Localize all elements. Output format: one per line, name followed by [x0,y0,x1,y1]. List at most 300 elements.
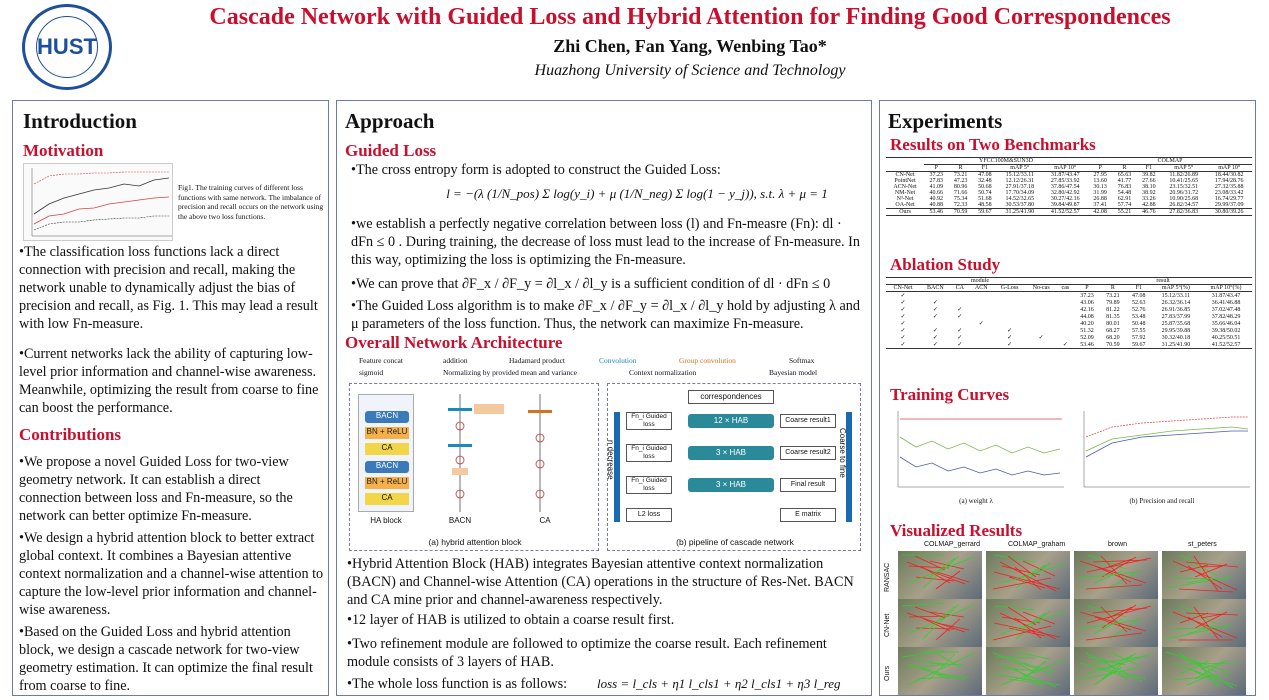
poster-affiliation: Huazhong University of Science and Technology [534,62,846,79]
bench-cell: 46.76 [1142,209,1156,215]
abl-cell: ✓ [1062,342,1068,348]
abl-col-header: mAP 10°(%) [1210,285,1242,291]
guided-bullet-3: •We can prove that ∂F_x / ∂F_y = ∂l_x / ∂l_y is a sufficient condition of dl · dFn ≤ 0 [351,276,831,292]
bench-col-header: F1 [981,165,989,171]
bench-cell: 50.74 [978,190,992,196]
bench-cell: 71.66 [953,190,968,196]
abl-cell [969,306,994,313]
bench-cell: 27.95 [1093,172,1107,178]
contributions-heading: Contributions [19,425,122,444]
abl-cell: 51.32 [1080,327,1094,334]
abl-cell: ✓ [900,300,906,306]
bench-cell: 32.48 [978,178,992,184]
abl-cell: 80.01 [1106,320,1120,327]
bench-cell: 40.92 [929,196,943,202]
abl-cell: 53.48 [1132,313,1146,320]
vis-image-1-1 [986,599,1070,647]
abl-cell: ✓ [900,314,906,320]
visualized-results-heading: Visualized Results [890,521,1023,540]
contribution-1: •We propose a novel Guided Loss for two-view geometry network. It can establish a direct connection between loss and Fn-measure, so the network can better optimize Fn-measure. [19,454,293,524]
bench-cell: 18.44/30.82 [1214,172,1244,178]
bench-col-header: mAP 5° [1174,165,1194,171]
bench-col-header: P [1098,165,1102,171]
bench-cell: 27.32/35.88 [1214,184,1244,190]
bench-cell: 37.23 [929,172,943,178]
abl-cell: 29.95/39.88 [1161,327,1191,334]
abl-col-header: R [1110,285,1115,291]
bacn-block [430,394,510,512]
abl-cell [969,299,994,306]
abl-cell: 52.76 [1132,306,1146,313]
guided-loss-formula: l = −(λ (1/N_pos) Σ log(y_i) + μ (1/N_neg) Σ log(1 − y_j)), s.t. λ + μ = 1 [446,186,828,201]
abl-cell [1057,292,1074,300]
abl-cell: ✓ [957,335,963,341]
bench-cell: 17.94/28.76 [1214,178,1244,184]
intro-bullet-2: •Current networks lack the ability of capturing low-level prior information and channel-wise awareness. Meanwhile, optimizing the result from coarse to fine can boost the performance. [19,346,319,416]
vis-image-2-1 [986,647,1070,695]
bench-cell: 65.63 [1117,172,1132,178]
legend-bayesian: Bayesian model [769,368,818,377]
visualized-results-grid [884,551,1254,695]
bench-cell: 33.26 [1142,196,1156,202]
abl-cell: 68.20 [1106,334,1120,341]
bench-cell: 12.12/26.31 [1005,178,1035,184]
bench-cell: 72.33 [953,202,968,208]
vis-row-label: CN-Net [884,613,891,637]
bench-cell: 27.66 [1142,178,1156,184]
bench-cell: 80.96 [953,184,968,190]
vis-col-graham: COLMAP_graham [1008,541,1066,548]
bench-cell: 30.80/39.26 [1214,209,1244,215]
abl-cell: ✓ [900,293,906,299]
pipeline-3-hab-2: 3 × HAB [688,478,774,492]
abl-cell: 52.63 [1132,299,1146,306]
bench-col-header: R [958,165,963,171]
abl-cell: ✓ [978,321,984,327]
vis-image-0-0 [898,551,982,599]
abl-cell: ✓ [932,335,938,341]
total-loss-formula: loss = l_cls + η1 l_cls1 + η2 l_cls1 + η3 l_reg [597,676,841,691]
bench-col-header: R [1122,165,1127,171]
abl-cell [1057,320,1074,327]
bench-cell: 40.88 [929,202,943,208]
bench-cell: 48.58 [978,202,992,208]
ha-block-ca-2: CA [365,493,409,505]
approach-column [336,100,872,696]
abl-cell [1057,313,1074,320]
bench-group: YFCC100M&SUN3D [924,158,1088,165]
abl-col-header: mAP 5°(%) [1161,285,1190,291]
abl-cell: 31.87/43.47 [1211,292,1241,299]
vis-image-2-3 [1162,647,1246,695]
abl-cell [969,327,994,334]
abl-cell: 57.92 [1132,334,1146,341]
bench-cell: 40.66 [929,190,943,196]
bench-cell: OA-Net [895,202,915,208]
abl-cell [1026,320,1057,327]
approach-heading: Approach [345,109,435,133]
fig1-caption: Fig1. The training curves of different loss functions with same network. The imbalance of precision and recall occurs on the network using the above two loss functions. [178,183,324,221]
bench-cell: 47.23 [953,178,968,184]
bench-cell: 30.27/42.16 [1050,196,1080,202]
abl-cell: 39.38/50.02 [1211,327,1241,334]
abl-cell: 15.12/33.11 [1161,292,1191,299]
bench-cell: 16.74/29.77 [1214,196,1244,202]
abl-cell [994,320,1026,327]
vis-col-st-peters: st_peters [1188,541,1217,548]
abl-cell: 26.32/36.14 [1161,299,1191,306]
bench-col-header: mAP 5° [1010,165,1030,171]
abl-cell [1026,341,1057,349]
vis-image-0-1 [986,551,1070,599]
ablation-table-wrap [886,277,1252,349]
abl-cell: ✓ [957,314,963,320]
bench-cell: 27.82/36.83 [1169,209,1199,215]
bench-cell: 59.67 [978,209,992,215]
abl-cell: ✓ [932,314,938,320]
abl-col-header: P [1085,285,1089,291]
bench-cell: 54.48 [1117,190,1132,196]
bench-cell: 14.52/32.65 [1005,196,1035,202]
abl-cell: ✓ [957,342,963,348]
bench-cell: 41.77 [1117,178,1132,184]
training-curves-heading: Training Curves [890,385,1010,404]
abl-cell: 36.41/46.88 [1211,299,1241,306]
pipeline-final: Final result [780,478,836,492]
abl-row [886,299,1252,306]
abl-cell: 47.08 [1132,292,1146,299]
abl-cell: ✓ [932,328,938,334]
bench-col-header: mAP 10° [1218,165,1241,171]
bench-cell: 41.52/52.57 [1050,209,1080,215]
vis-image-0-2 [1074,551,1158,599]
hab-bullet-3: •Two refinement module are followed to optimize the coarse result. Each refinement module consists of 3 layers of HAB. [347,636,827,670]
bench-cell: NM-Net [894,190,916,196]
bench-cell: 31.25/41.90 [1005,209,1035,215]
abl-cell: 70.59 [1106,341,1120,348]
ablation-table [886,277,1252,349]
abl-cell: ✓ [900,328,906,334]
abl-cell [1026,327,1057,334]
bench-cell: 50.68 [978,184,992,190]
abl-cell: 52.09 [1080,334,1094,341]
abl-cell: ✓ [932,307,938,313]
bench-cell: 39.84/49.87 [1050,202,1080,208]
introduction-column [12,100,329,696]
bench-cell: 31.99 [1093,190,1107,196]
ha-block-bnrelu-1: BN + ReLU [365,427,409,439]
guided-loss-heading: Guided Loss [345,141,437,160]
abl-cell: ✓ [900,307,906,313]
coarse-fine-label: Coarse to fine [838,428,847,478]
bench-cell: 51.68 [978,196,992,202]
bench-cell: 13.60 [1093,178,1107,184]
ha-block-ca-1: CA [365,443,409,455]
pipeline-coarse-1: Coarse result1 [780,414,836,428]
bench-cell: 27.83 [929,178,943,184]
hab-bullet-2: •12 layer of HAB is utilized to obtain a coarse result first. [347,612,675,628]
legend-normalizing: Normalizing by provided mean and variance [443,368,577,377]
bench-cell: PointNet [894,178,916,184]
legend-convolution: Convolution [599,356,637,365]
pipeline-l2-loss: L2 loss [626,508,672,522]
abl-cell: 41.52/52.57 [1211,341,1241,348]
vis-image-0-3 [1162,551,1246,599]
vis-row-label: Ours [884,665,891,681]
training-plot-a [886,407,1066,507]
abl-cell [920,292,951,300]
vis-image-2-2 [1074,647,1158,695]
abl-cell [951,292,969,300]
bench-cell: 10.90/25.68 [1169,196,1199,202]
bench-cell: 62.91 [1117,196,1132,202]
ha-block-bacn-1: BACN [365,411,409,423]
abl-cell [951,299,969,306]
abl-cell: 35.66/46.04 [1211,320,1241,327]
legend-addition: addition [443,356,468,365]
intro-bullet-1: •The classification loss functions lack a direct connection with precision and recall, making the network unable to dynamically adjust the bias of precision and recall, as Fig. 1. This may lead a result with low Fn-measure. [19,244,318,332]
hab-bullet-1: •Hybrid Attention Block (HAB) integrates Bayesian attentive context normalization (BACN) and Channel-wise Attention (CA) operations in the structure of Res-Net. BACN and CA mine prior and channel-awareness respectively. [347,556,854,608]
training-caption-a: (a) weight λ [959,497,993,505]
vis-image-1-2 [1074,599,1158,647]
abl-cell: ✓ [900,335,906,341]
abl-group: module [886,278,1074,285]
pipeline-caption: (b) pipeline of cascade network [676,537,794,547]
bench-cell: 27.85/33.92 [1050,178,1080,184]
abl-cell: 73.21 [1106,292,1120,299]
bench-group: COLMAP [1088,158,1252,165]
abl-col-header: CN-Net [893,285,913,291]
abl-cell [1057,334,1074,341]
abl-cell: ✓ [957,307,963,313]
poster-title: Cascade Network with Guided Loss and Hybrid Attention for Finding Good Correspondences [209,4,1171,30]
bench-cell: 11.82/26.89 [1169,172,1198,178]
legend-context-norm: Context normalization [629,368,697,377]
abl-cell: 81.22 [1106,306,1120,313]
vis-row-label: RANSAC [884,562,891,592]
abl-cell [920,320,951,327]
pipeline-3-hab-1: 3 × HAB [688,446,774,460]
abl-cell: 27.83/37.99 [1161,313,1191,320]
abl-cell: ✓ [1007,342,1013,348]
experiments-heading: Experiments [888,109,1003,133]
bench-cell: 15.12/33.11 [1005,172,1035,178]
bench-cell: 37.86/47.54 [1050,184,1080,190]
guided-bullet-2: •we establish a perfectly negative correlation between loss (l) and Fn-measre (Fn): dl · dFn ≤ 0 . During training, the decrease of loss must lead to the increase of Fn-measure. In this way, optimizing the loss is optimizing the Fn-measure. [351,216,860,268]
benchmark-table [886,157,1252,216]
abl-col-header: BACN [927,285,944,291]
hab-bullet-4: •The whole loss function is as follows: [347,676,568,692]
n-decrease-label: n decrease [606,440,615,480]
legend-feature-concat: Feature concat [359,356,403,365]
architecture-heading: Overall Network Architecture [345,333,563,352]
hab-diagram [349,383,599,551]
poster-header [0,0,1269,92]
legend-sigmoid: sigmoid [359,368,384,377]
abl-row [886,320,1252,327]
abl-col-header: ACN [974,285,988,291]
pipeline-guided-loss-1: Fn_i Guided loss [626,412,672,430]
vis-col-brown: brown [1108,541,1128,548]
training-caption-b: (b) Precision and recall [1129,497,1195,505]
abl-row [886,313,1252,320]
ha-block-label: HA block [370,516,402,525]
bench-cell: 73.21 [953,172,968,178]
hab-caption: (a) hybrid attention block [428,537,522,547]
abl-cell [1057,327,1074,334]
abl-cell [994,313,1026,320]
bench-col-header: P [934,165,938,171]
pipeline-guided-loss-2: Fn_i Guided loss [626,444,672,462]
bench-cell: 32.80/42.92 [1050,190,1080,196]
benchmark-table-wrap [886,157,1252,216]
abl-cell [969,313,994,320]
experiments-column [879,100,1256,696]
abl-cell: 37.82/48.29 [1211,313,1241,320]
abl-cell [951,320,969,327]
bench-cell: 37.41 [1093,202,1107,208]
abl-cell: 40.25/50.51 [1211,334,1241,341]
bench-row [886,202,1252,209]
university-logo [22,4,112,90]
vis-image-2-0 [898,647,982,695]
abl-cell: 42.16 [1080,306,1094,313]
abl-cell [994,306,1026,313]
bench-cell: 29.99/37.09 [1214,202,1244,208]
abl-cell [969,341,994,349]
bench-cell: 76.83 [1117,184,1132,190]
bench-cell: 41.09 [929,184,943,190]
abl-cell: 68.27 [1106,327,1120,334]
bench-cell: N³-Net [896,196,914,202]
bench-cell: 75.34 [953,196,968,202]
abl-cell [969,334,994,341]
bench-cell: 23.15/32.51 [1169,184,1199,190]
logo-text: HUST [37,34,97,59]
abl-col-header: F1 [1135,285,1142,291]
bench-cell: 38.10 [1142,184,1156,190]
contribution-2: •We design a hybrid attention block to better extract global context. It combines a Bayesian attentive context normalization and a channel-wise attention to capture the low-level prior information and channel-wise awareness. [19,530,324,618]
abl-row [886,334,1252,341]
abl-col-header: cas [1061,285,1070,291]
bench-cell: 42.88 [1142,202,1156,208]
abl-cell [1026,306,1057,313]
bench-cell: 47.08 [978,172,992,178]
contribution-3: •Based on the Guided Loss and hybrid attention block, we design a cascade network for two-view geometry estimation. It can optimize the final result from coarse to fine. [19,624,313,694]
abl-cell [994,299,1026,306]
bench-col-header: mAP 10° [1054,165,1077,171]
bench-cell: CN-Net [895,172,915,178]
abl-col-header: No-cas [1032,285,1050,291]
bench-cell: 53.46 [929,209,943,215]
bench-cell: 57.74 [1117,202,1132,208]
motivation-heading: Motivation [23,141,104,160]
pipeline-diagram [607,383,861,551]
vis-image-1-3 [1162,599,1246,647]
vis-image-1-0 [898,599,982,647]
abl-cell [1026,292,1057,300]
bench-cell: 10.41/25.65 [1169,178,1199,184]
bench-cell: 27.91/37.18 [1005,184,1035,190]
abl-cell: ✓ [932,300,938,306]
bench-cell: 26.82/34.57 [1169,202,1199,208]
abl-col-header: CA [955,285,964,291]
bench-cell: 30.53/37.80 [1005,202,1035,208]
pipeline-correspondences: correspondences [688,390,774,404]
guided-bullet-4: •The Guided Loss algorithm is to make ∂F_x / ∂F_y = ∂l_x / ∂l_y hold by adjusting λ and μ parameters of the loss function. Thus, the network can maximize Fn-measure. [351,298,860,332]
abl-cell: 40.20 [1080,320,1094,327]
legend-softmax: Softmax [789,356,815,365]
abl-cell [1026,299,1057,306]
abl-cell: ✓ [957,328,963,334]
bench-cell: 17.70/34.09 [1005,190,1035,196]
abl-cell: ✓ [932,342,938,348]
abl-cell: 31.25/41.90 [1161,341,1191,348]
abl-cell: ✓ [900,321,906,327]
abl-cell: 81.35 [1106,313,1120,320]
abl-row [886,327,1252,334]
abl-cell: 25.87/35.68 [1161,320,1191,327]
abl-cell: 53.46 [1080,341,1094,348]
bacn-block-label: BACN [448,516,472,525]
abl-cell [1057,306,1074,313]
abl-row [886,292,1252,300]
bench-cell: 70.59 [953,209,968,215]
abl-group: result [1074,278,1252,285]
abl-cell: 37.23 [1080,292,1094,299]
abl-cell [994,292,1026,300]
abl-cell: 79.89 [1106,299,1120,306]
bench-cell: 55.21 [1117,209,1132,215]
abl-cell: 37.02/47.48 [1211,306,1241,313]
bench-cell: 38.92 [1142,190,1156,196]
abl-cell [1057,299,1074,306]
bench-cell: 26.88 [1093,196,1107,202]
bench-col-header: F1 [1145,165,1153,171]
bench-cell: 23.08/33.42 [1214,190,1244,196]
pipeline-coarse-2: Coarse result2 [780,446,836,460]
bench-cell: 42.08 [1093,209,1107,215]
ha-block-bacn-2: BACN [365,461,409,473]
abl-col-header: G-Loss [1000,285,1019,291]
abl-cell: ✓ [1038,335,1044,341]
pipeline-e-matrix: E matrix [780,508,836,522]
abl-row [886,306,1252,313]
legend-hadamard: Hadamard product [509,356,566,365]
abl-cell: 44.08 [1080,313,1094,320]
bench-cell: 20.96/31.72 [1169,190,1199,196]
introduction-heading: Introduction [23,109,137,133]
poster-authors: Zhi Chen, Fan Yang, Wenbing Tao* [553,36,827,56]
benchmarks-heading: Results on Two Benchmarks [890,135,1096,154]
pipeline-guided-loss-3: Fn_i Guided loss [626,476,672,494]
ablation-heading: Ablation Study [890,255,1001,274]
abl-cell: ✓ [1007,328,1013,334]
bench-cell: 31.87/43.47 [1050,172,1080,178]
fig1-training-curves [23,163,173,241]
vis-col-gerrard: COLMAP_gerrard [924,541,981,548]
bench-cell: ACN-Net [893,184,917,190]
legend-group-conv: Group convolution [679,356,736,365]
abl-cell: 50.48 [1132,320,1146,327]
ha-block-bnrelu-2: BN + ReLU [365,477,409,489]
abl-cell: 26.91/36.85 [1161,306,1191,313]
abl-row [886,341,1252,349]
abl-cell: 57.55 [1132,327,1146,334]
abl-cell: 59.67 [1132,341,1146,348]
guided-bullet-1: •The cross entropy form is adopted to construct the Guided Loss: [351,162,721,178]
bench-cell: 39.82 [1142,172,1156,178]
